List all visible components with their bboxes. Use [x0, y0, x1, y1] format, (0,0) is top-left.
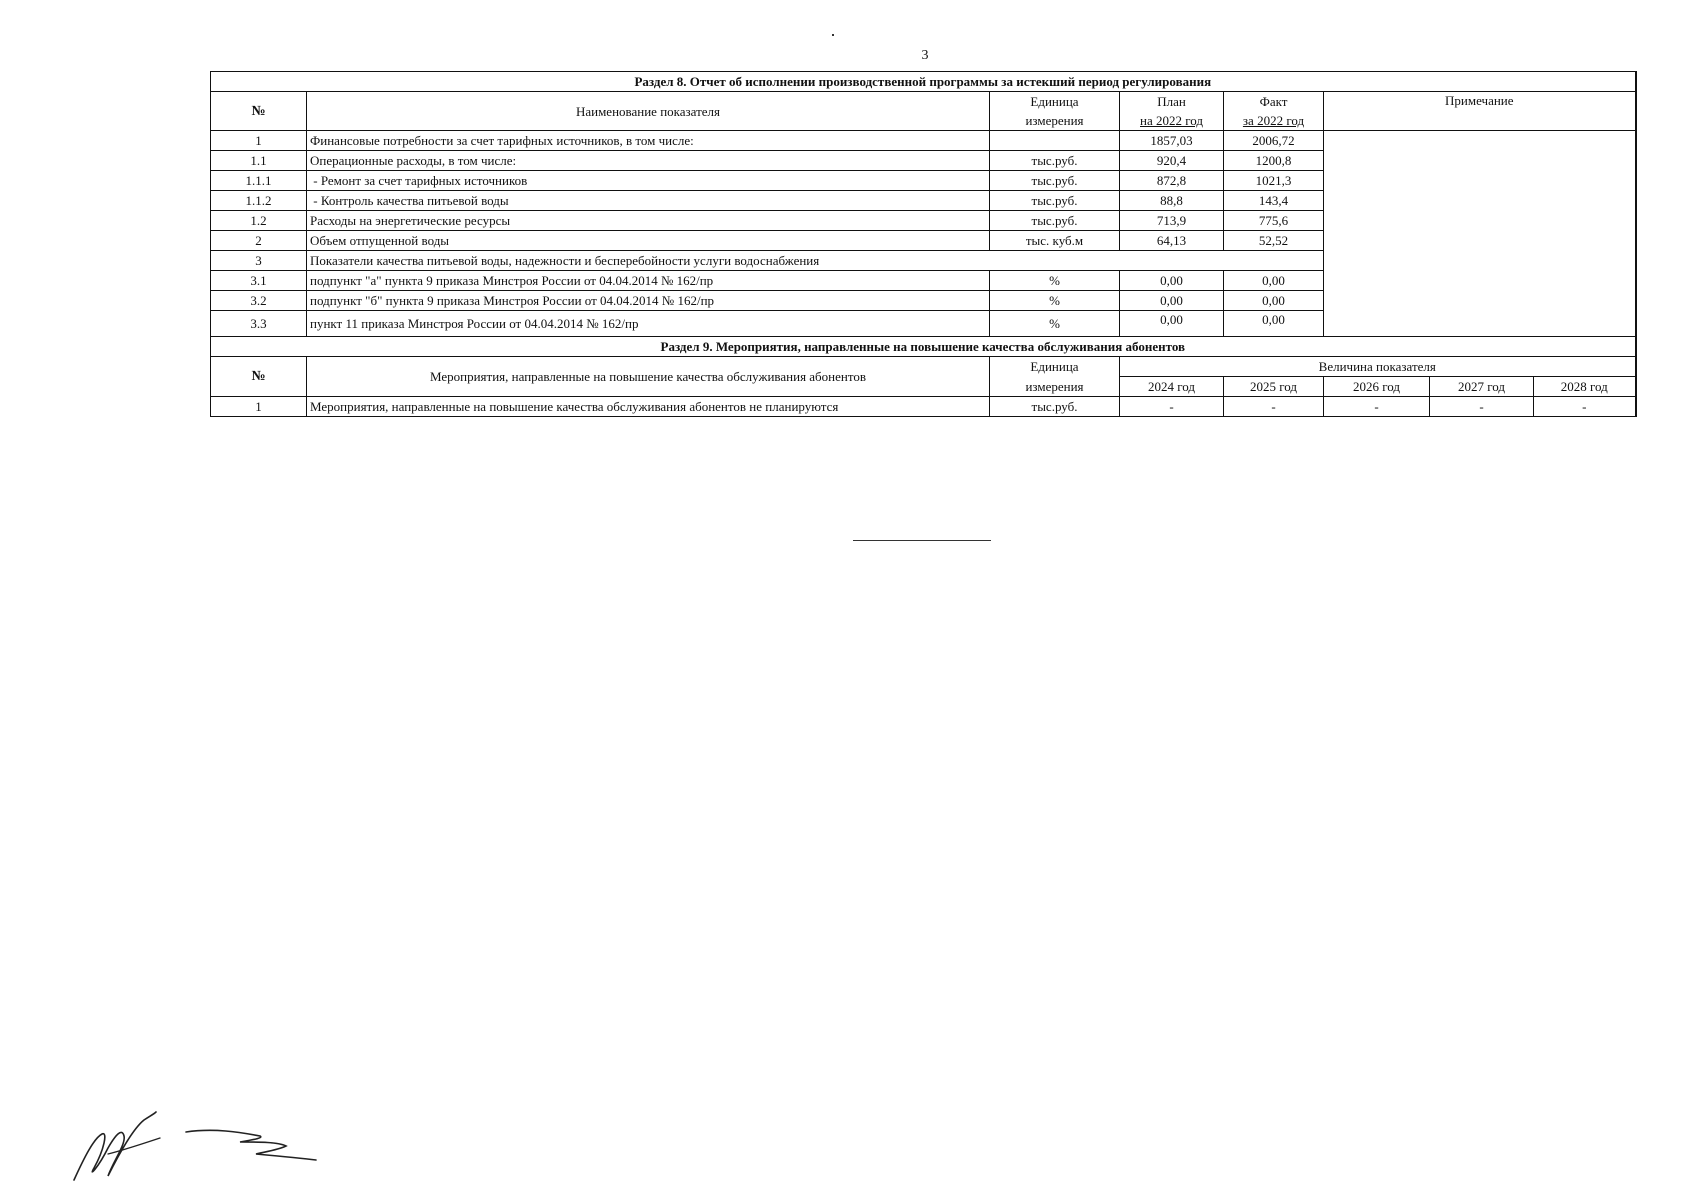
s9-header-value: Величина показателя [1120, 357, 1636, 377]
row-value: - [1430, 397, 1534, 417]
row-num: 3.3 [211, 311, 307, 337]
row-num: 3 [211, 251, 307, 271]
section9-title-row [211, 337, 1636, 357]
row-fact: 0,00 [1224, 291, 1324, 311]
header-note: Примечание [1324, 92, 1636, 131]
row-num: 1.1.1 [211, 171, 307, 191]
row-unit: тыс.руб. [990, 397, 1120, 417]
row-name: Финансовые потребности за счет тарифных источников, в том числе: [307, 131, 990, 151]
s9-header-unit-line2: измерения [990, 377, 1120, 397]
row-fact: 1200,8 [1224, 151, 1324, 171]
row-fact: 52,52 [1224, 231, 1324, 251]
row-fact: 1021,3 [1224, 171, 1324, 191]
header-num: № [211, 92, 307, 131]
table-row [211, 397, 1636, 417]
section8-header-row [211, 92, 1636, 112]
row-name: Объем отпущенной воды [307, 231, 990, 251]
row-num: 3.2 [211, 291, 307, 311]
row-plan: 0,00 [1120, 271, 1224, 291]
s9-header-num: № [211, 357, 307, 397]
table-row [211, 131, 1636, 151]
header-unit-line1: Единица [990, 92, 1120, 112]
row-plan: 88,8 [1120, 191, 1224, 211]
row-plan: 1857,03 [1120, 131, 1224, 151]
row-num: 1 [211, 131, 307, 151]
s9-header-name: Мероприятия, направленные на повышение качества обслуживания абонентов [307, 357, 990, 397]
row-unit: тыс.руб. [990, 211, 1120, 231]
end-divider-line [853, 540, 991, 541]
signature-stroke-1 [74, 1112, 156, 1180]
row-name: подпункт "а" пункта 9 приказа Минстроя России от 04.04.2014 № 162/пр [307, 271, 990, 291]
row-plan: 0,00 [1120, 311, 1224, 337]
row-name: - Контроль качества питьевой воды [307, 191, 990, 211]
row-plan: 872,8 [1120, 171, 1224, 191]
row-num: 1.1 [211, 151, 307, 171]
section9-title: Раздел 9. Мероприятия, направленные на повышение качества обслуживания абонентов [211, 337, 1636, 357]
section8-title-row [211, 72, 1636, 92]
row-fact: 143,4 [1224, 191, 1324, 211]
signature-stroke-3 [186, 1130, 316, 1160]
signature-image [64, 1098, 324, 1188]
s9-header-year: 2027 год [1430, 377, 1534, 397]
row-unit: тыс.руб. [990, 151, 1120, 171]
row-name: - Ремонт за счет тарифных источников [307, 171, 990, 191]
s9-header-unit-line1: Единица [990, 357, 1120, 377]
row-unit: % [990, 311, 1120, 337]
header-fact-line2: за 2022 год [1224, 111, 1324, 131]
row-num: 1.1.2 [211, 191, 307, 211]
row-name: Показатели качества питьевой воды, надежности и бесперебойности услуги водоснабжения [307, 251, 1324, 271]
row-value: - [1534, 397, 1636, 417]
row-num: 1.2 [211, 211, 307, 231]
note-cell [1324, 131, 1636, 337]
row-num: 3.1 [211, 271, 307, 291]
row-unit: % [990, 271, 1120, 291]
row-name: Расходы на энергетические ресурсы [307, 211, 990, 231]
row-name: пункт 11 приказа Минстроя России от 04.04.2014 № 162/пр [307, 311, 990, 337]
row-name: Операционные расходы, в том числе: [307, 151, 990, 171]
row-fact: 2006,72 [1224, 131, 1324, 151]
signature-stroke-2 [108, 1138, 160, 1154]
row-unit: % [990, 291, 1120, 311]
header-unit-line2: измерения [990, 111, 1120, 131]
row-value: - [1120, 397, 1224, 417]
row-plan: 0,00 [1120, 291, 1224, 311]
s9-header-year: 2026 год [1324, 377, 1430, 397]
row-unit [990, 131, 1120, 151]
page-number: 3 [921, 48, 929, 63]
stray-dot [832, 34, 834, 36]
s9-header-year: 2025 год [1224, 377, 1324, 397]
row-fact: 0,00 [1224, 311, 1324, 337]
s9-header-year: 2024 год [1120, 377, 1224, 397]
row-fact: 775,6 [1224, 211, 1324, 231]
header-fact-line1: Факт [1224, 92, 1324, 112]
header-plan-line2: на 2022 год [1120, 111, 1224, 131]
row-unit: тыс.руб. [990, 191, 1120, 211]
row-value: - [1224, 397, 1324, 417]
row-fact: 0,00 [1224, 271, 1324, 291]
row-plan: 920,4 [1120, 151, 1224, 171]
section9-header-row [211, 357, 1636, 377]
row-num: 2 [211, 231, 307, 251]
row-num: 1 [211, 397, 307, 417]
row-plan: 64,13 [1120, 231, 1224, 251]
s9-header-year: 2028 год [1534, 377, 1636, 397]
row-unit: тыс. куб.м [990, 231, 1120, 251]
row-value: - [1324, 397, 1430, 417]
row-name: Мероприятия, направленные на повышение качества обслуживания абонентов не планируются [307, 397, 990, 417]
header-plan-line1: План [1120, 92, 1224, 112]
header-name: Наименование показателя [307, 92, 990, 131]
section8-title: Раздел 8. Отчет об исполнении производственной программы за истекший период регулирования [211, 72, 1636, 92]
row-name: подпункт "б" пункта 9 приказа Минстроя России от 04.04.2014 № 162/пр [307, 291, 990, 311]
row-plan: 713,9 [1120, 211, 1224, 231]
report-table [210, 71, 1637, 417]
row-unit: тыс.руб. [990, 171, 1120, 191]
